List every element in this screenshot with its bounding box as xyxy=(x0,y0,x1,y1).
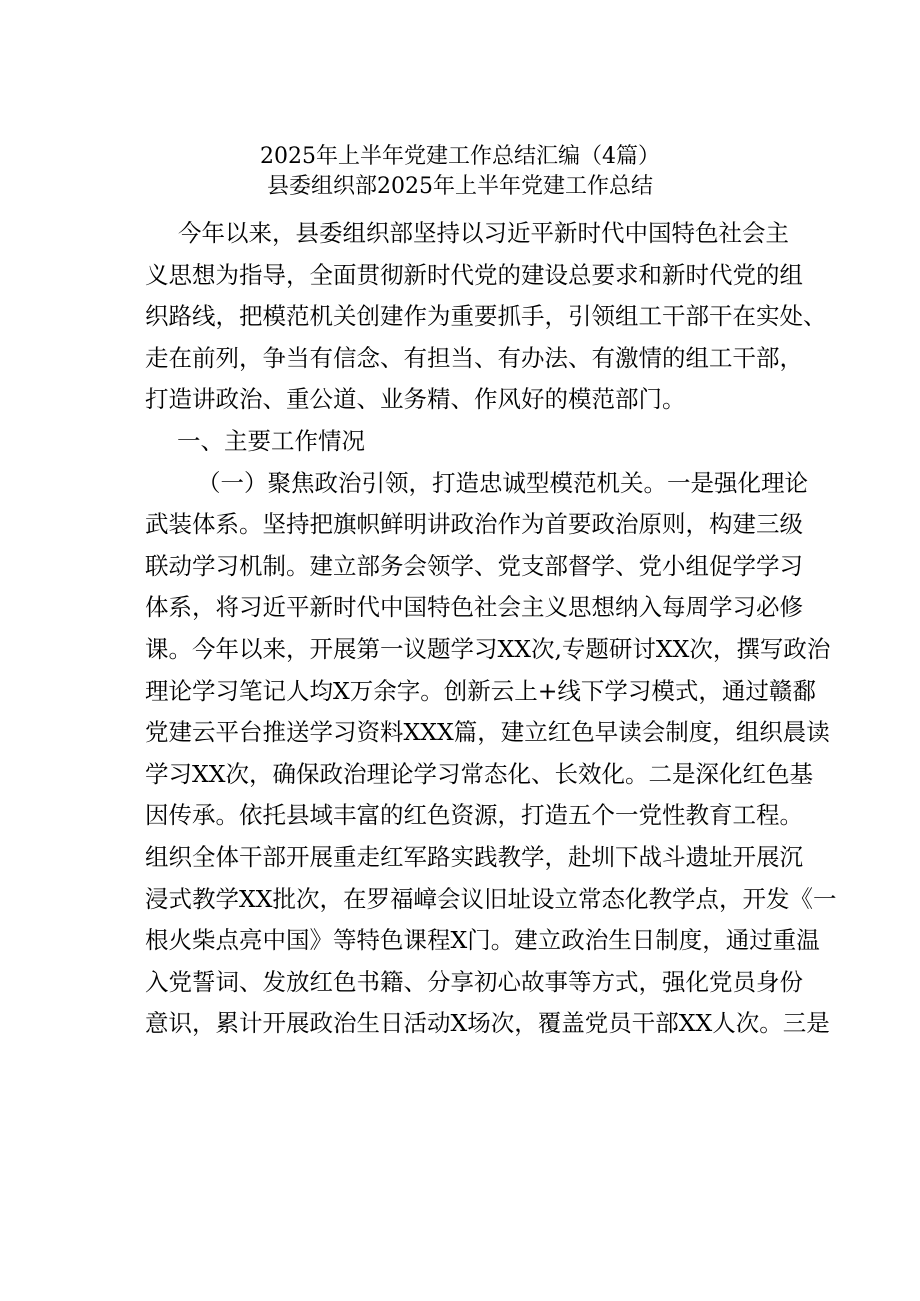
paragraph-line: 党建云平台推送学习资料XXX篇，建立红色早读会制度，组织晨读 xyxy=(145,718,830,747)
paragraph-line: 义思想为指导，全面贯彻新时代党的建设总要求和新时代党的组 xyxy=(145,260,803,289)
paragraph-line: 入党誓词、发放红色书籍、分享初心故事等方式，强化党员身份 xyxy=(145,967,803,996)
paragraph-line: 联动学习机制。建立部务会领学、党支部督学、党小组促学学习 xyxy=(145,551,803,580)
document-body xyxy=(145,213,837,1045)
paragraph-line: 根火柴点亮中国》等特色课程X门。建立政治生日制度，通过重温 xyxy=(145,926,820,955)
paragraph-line: （一）聚焦政治引领，打造忠诚型模范机关。一是强化理论 xyxy=(197,468,808,497)
paragraph-line: 织路线，把模范机关创建作为重要抓手，引领组工干部干在实处、 xyxy=(145,302,827,331)
title-block xyxy=(0,142,920,202)
paragraph-line: 理论学习笔记人均X万余字。创新云上+线下学习模式，通过赣鄱 xyxy=(145,676,816,705)
section-heading: 一、主要工作情况 xyxy=(177,426,365,455)
paragraph-line: 今年以来，县委组织部坚持以习近平新时代中国特色社会主 xyxy=(178,219,789,247)
paragraph-line: 体系，将习近平新时代中国特色社会主义思想纳入每周学习必修 xyxy=(145,593,803,622)
paragraph-line: 课。今年以来，开展第一议题学习XX次,专题研讨XX次，撰写政治 xyxy=(145,634,831,663)
paragraph-line: 走在前列，争当有信念、有担当、有办法、有激情的组工干部， xyxy=(145,343,803,372)
paragraph-line: 意识，累计开展政治生日活动X场次，覆盖党员干部XX人次。三是 xyxy=(145,1009,830,1038)
paragraph-line: 组织全体干部开展重走红军路实践教学，赴圳下战斗遗址开展沉 xyxy=(145,842,803,871)
document-subtitle: 县委组织部2025年上半年党建工作总结 xyxy=(267,174,653,199)
paragraph-line: 浸式教学XX批次，在罗福嶂会议旧址设立常态化教学点，开发《一 xyxy=(145,884,837,913)
paragraph-line: 打造讲政治、重公道、业务精、作风好的模范部门。 xyxy=(145,385,686,414)
paragraph-line: 因传承。依托县域丰富的红色资源，打造五个一党性教育工程。 xyxy=(145,801,803,830)
paragraph-line: 武装体系。坚持把旗帜鲜明讲政治作为首要政治原则，构建三级 xyxy=(145,510,803,539)
paragraph-line: 学习XX次，确保政治理论学习常态化、长效化。二是深化红色基 xyxy=(145,759,813,788)
document-title: 2025年上半年党建工作总结汇编（4篇） xyxy=(260,144,660,169)
